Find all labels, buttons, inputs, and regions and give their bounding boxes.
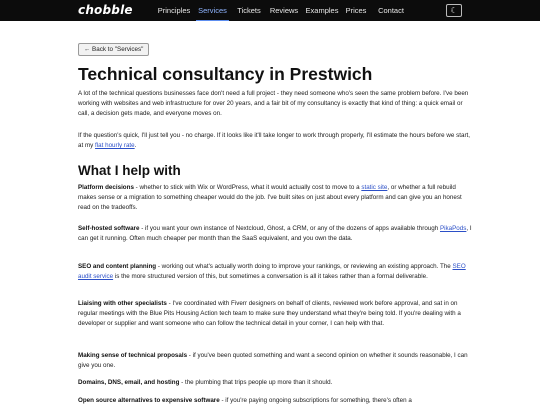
item-text: - if you've been quoted something and want a second opinion on whether it sounds reasonable, I can give you one. [78,352,468,370]
item-text: - I've coordinated with Fiverr designers on behalf of clients, reviewed work before approval, and sat in on regular meetings with the Blue Pits Housing Action tech team to make sure they understand what they're being told. If you're dealing with a developer or supplier and want someone who can follow the technical detail in your corner, I can help with that. [78,300,461,328]
seo-audit-service-link[interactable]: SEO audit service [78,263,466,281]
item-text: - if you want your own instance of Nextcloud, Ghost, a CRM, or any of the dozens of apps available through [139,225,440,232]
list-item [78,224,473,244]
nav-principles[interactable]: Principles [157,6,191,15]
nav-services[interactable]: Services [196,0,229,21]
item-text-after: is the more structured version of this, but sometimes a conversation is all it takes rather than a formal deliverable. [113,273,428,281]
list-item [78,183,473,214]
item-title: Self-hosted software [78,225,140,232]
pikapods-link[interactable]: PikaPods [439,225,467,232]
nav-tickets[interactable]: Tickets [237,6,261,15]
list-item [78,262,473,282]
top-navigation-bar [0,0,540,21]
list-item [78,351,473,371]
theme-toggle-button[interactable] [446,4,462,17]
nav-reviews[interactable]: Reviews [269,6,299,15]
item-text-after: , I can get it running. Often much cheaper per month than the SaaS equivalent, and you own the data. [78,225,472,243]
item-title: Liaising with other specialists [78,300,167,307]
intro-paragraph: A lot of the technical questions businesses face don't need a full project - they need someone who's seen the same problem before. I've been working with websites and web infrastructure for over 20 years, and a fair bit of my consultancy is exactly that kind of thing: a quick email or call, a decision gets made, and everyone moves on. [78,90,469,118]
nav-examples[interactable]: Examples [305,6,339,15]
rate-paragraph [78,131,473,151]
moon-icon: ☾ [450,6,458,15]
static-site-link[interactable]: static site [361,184,388,191]
back-to-services-button[interactable]: ← Back to "Services" [78,43,149,56]
nav-contact[interactable]: Contact [378,6,404,15]
rate-text-before: If the question's quick, I'll just tell you - no charge. If it looks like it'll take longer to work through properly, I'll estimate the hours before we start, at my [78,132,470,150]
list-item [78,299,473,330]
item-text: - if you're paying ongoing subscriptions for something, there's often a [219,397,412,404]
item-title: Platform decisions [78,184,134,191]
flat-hourly-rate-link[interactable]: flat hourly rate [95,142,135,150]
list-item [78,378,473,388]
item-title: SEO and content planning [78,263,157,270]
page-title: Technical consultancy in Prestwich [78,64,373,84]
item-text: - the plumbing that trips people up more than it should. [179,379,333,386]
item-text-after: , or whether a full rebuild makes sense or a migration to something cheaper would do the job. I've built sites on just about every platform and can give you an honest read on the tradeoffs. [78,184,462,212]
nav-prices[interactable]: Prices [345,6,367,15]
item-text: - working out what's actually worth doing to improve your rankings, or reviewing an existing approach. The [156,263,453,270]
item-title: Making sense of technical proposals [78,352,188,359]
item-title: Domains, DNS, email, and hosting [78,379,180,386]
rate-text-after: . [134,142,137,150]
item-text: - whether to stick with Wix or WordPress, what it would actually cost to move to a [133,184,362,191]
site-logo[interactable]: chobble [78,3,133,17]
item-title: Open source alternatives to expensive software [78,397,220,404]
section-heading: What I help with [78,163,181,178]
